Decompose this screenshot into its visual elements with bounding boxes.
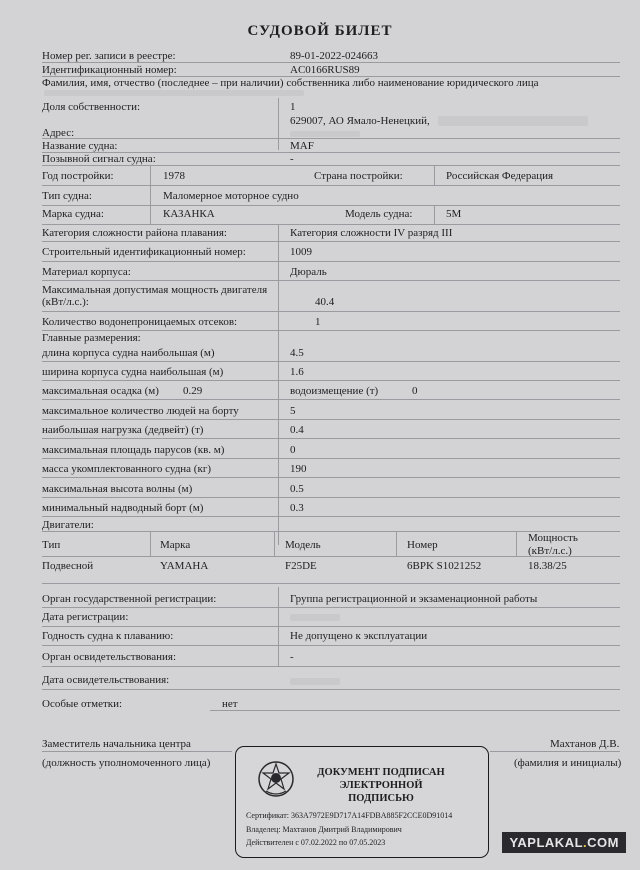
build-id-label: Строительный идентификационный номер: bbox=[42, 246, 246, 258]
area-category-label: Категория сложности района плавания: bbox=[42, 227, 227, 239]
watermark-dot: . bbox=[583, 835, 588, 850]
redacted-address bbox=[438, 116, 588, 126]
share-value: 1 bbox=[290, 101, 296, 113]
displacement-value: 0 bbox=[412, 385, 418, 397]
divider bbox=[42, 165, 620, 166]
column-divider bbox=[278, 587, 279, 667]
seaworthiness-value: Не допущено к эксплуатации bbox=[290, 630, 428, 642]
width-label: ширина корпуса судна наибольшая (м) bbox=[42, 366, 224, 378]
divider bbox=[42, 399, 620, 400]
divider bbox=[42, 458, 620, 459]
compartments-value: 1 bbox=[315, 316, 321, 328]
stamp-title-line2: ЭЛЕКТРОННОЙ ПОДПИСЬЮ bbox=[339, 780, 423, 804]
notes-value: нет bbox=[222, 698, 238, 710]
build-country-value: Российская Федерация bbox=[446, 170, 554, 182]
survey-body-label: Орган освидетельствования: bbox=[42, 651, 177, 663]
survey-body-value: - bbox=[290, 651, 294, 663]
divider bbox=[42, 438, 620, 439]
divider bbox=[42, 261, 620, 262]
ship-type-label: Тип судна: bbox=[42, 190, 92, 202]
engine-power: 18.38/25 bbox=[528, 560, 567, 572]
mass-label: масса укомплектованного судна (кг) bbox=[42, 463, 211, 475]
divider bbox=[42, 556, 620, 557]
max-load-value: 0.4 bbox=[290, 424, 304, 436]
address-label: Адрес: bbox=[42, 127, 75, 139]
freeboard-label: минимальный надводный борт (м) bbox=[42, 502, 204, 514]
build-year-label: Год постройки: bbox=[42, 170, 114, 182]
engine-type: Подвесной bbox=[42, 560, 94, 572]
divider bbox=[42, 516, 620, 517]
watermark-left: YAPLAKAL bbox=[509, 835, 584, 850]
sail-area-label: максимальная площадь парусов (кв. м) bbox=[42, 444, 225, 456]
stamp-certificate: Сертификат: 363A7972E9D717A14FDBA885F2CCE0D91014 bbox=[246, 811, 453, 820]
divider bbox=[490, 751, 620, 752]
stamp-title bbox=[306, 766, 456, 805]
hull-material-value: Дюраль bbox=[290, 266, 327, 278]
call-sign-label: Позывной сигнал судна: bbox=[42, 153, 156, 165]
stamp-validity: Действителен с 07.02.2022 по 07.05.2023 bbox=[246, 838, 386, 847]
id-number-value: AC0166RUS89 bbox=[290, 64, 360, 76]
divider bbox=[42, 205, 620, 206]
engine-header-power: Мощность bbox=[528, 532, 578, 544]
length-label: длина корпуса судна наибольшая (м) bbox=[42, 347, 215, 359]
engine-number: 6BPK S1021252 bbox=[407, 560, 482, 572]
wave-label: максимальная высота волны (м) bbox=[42, 483, 193, 495]
divider bbox=[434, 206, 435, 224]
redacted-survey-date bbox=[290, 678, 340, 685]
divider bbox=[42, 62, 620, 63]
divider bbox=[42, 645, 620, 646]
document-title: СУДОВОЙ БИЛЕТ bbox=[247, 23, 393, 39]
ship-type-value: Маломерное моторное судно bbox=[163, 190, 299, 202]
divider bbox=[150, 166, 151, 185]
divider bbox=[42, 751, 232, 752]
seaworthiness-label: Годность судна к плаванию: bbox=[42, 630, 174, 642]
engine-header-power-units: (кВт/л.с.) bbox=[528, 545, 572, 557]
brand-label: Марка судна: bbox=[42, 208, 104, 220]
divider bbox=[516, 532, 517, 556]
emchs-emblem-icon bbox=[256, 759, 296, 799]
survey-date-label: Дата освидетельствования: bbox=[42, 674, 170, 686]
reg-number-label: Номер рег. записи в реестре: bbox=[42, 50, 176, 62]
engine-header-type: Тип bbox=[42, 539, 61, 551]
divider bbox=[42, 361, 620, 362]
divider bbox=[150, 186, 151, 205]
engine-brand: YAMAHA bbox=[160, 560, 209, 572]
address-value: 629007, АО Ямало-Ненецкий, bbox=[290, 115, 430, 127]
owner-label: Фамилия, имя, отчество (последнее – при наличии) собственника либо наименование юридического лица bbox=[42, 77, 539, 89]
divider bbox=[42, 419, 620, 420]
divider bbox=[210, 710, 620, 711]
divider bbox=[42, 607, 620, 608]
engine-header-brand: Марка bbox=[160, 539, 191, 551]
divider bbox=[42, 330, 620, 331]
share-label: Доля собственности: bbox=[42, 101, 141, 113]
divider bbox=[42, 626, 620, 627]
ship-name-value: MAF bbox=[290, 140, 314, 152]
model-label: Модель судна: bbox=[345, 208, 413, 220]
mass-value: 190 bbox=[290, 463, 307, 475]
max-power-label-2: (кВт/л.с.): bbox=[42, 296, 89, 308]
model-value: 5М bbox=[446, 208, 462, 220]
id-number-label: Идентификационный номер: bbox=[42, 64, 177, 76]
redacted-reg-date bbox=[290, 614, 340, 621]
divider bbox=[42, 185, 620, 186]
call-sign-value: - bbox=[290, 153, 294, 165]
divider bbox=[434, 166, 435, 185]
wave-value: 0.5 bbox=[290, 483, 304, 495]
divider bbox=[42, 477, 620, 478]
notes-label: Особые отметки: bbox=[42, 698, 123, 710]
engine-model: F25DE bbox=[285, 560, 317, 572]
divider bbox=[42, 241, 620, 242]
engine-header-number: Номер bbox=[407, 539, 438, 551]
reg-number-value: 89-01-2022-024663 bbox=[290, 50, 378, 62]
engines-label: Двигатели: bbox=[42, 519, 94, 531]
divider bbox=[150, 206, 151, 224]
build-id-value: 1009 bbox=[290, 246, 312, 258]
divider bbox=[278, 98, 279, 150]
stamp-title-line1: ДОКУМЕНТ ПОДПИСАН bbox=[317, 767, 445, 778]
signer-name-caption: (фамилия и инициалы) bbox=[514, 757, 622, 769]
divider bbox=[274, 532, 275, 556]
divider bbox=[150, 532, 151, 556]
signer-position: Заместитель начальника центра bbox=[42, 738, 191, 750]
length-value: 4.5 bbox=[290, 347, 304, 359]
watermark-right: COM bbox=[587, 835, 619, 850]
divider bbox=[42, 689, 620, 690]
draft-label: максимальная осадка (м) bbox=[42, 385, 159, 397]
signer-name: Махтанов Д.В. bbox=[550, 738, 620, 750]
area-category-value: Категория сложности IV разряд III bbox=[290, 227, 453, 239]
draft-value: 0.29 bbox=[183, 385, 203, 397]
reg-authority-label: Орган государственной регистрации: bbox=[42, 593, 217, 605]
divider bbox=[42, 138, 620, 139]
brand-value: КАЗАНКА bbox=[163, 208, 215, 220]
electronic-signature-stamp bbox=[235, 746, 489, 858]
divider bbox=[42, 311, 620, 312]
divider bbox=[42, 280, 620, 281]
reg-date-label: Дата регистрации: bbox=[42, 611, 129, 623]
redacted-address-2 bbox=[290, 131, 360, 137]
compartments-label: Количество водонепроницаемых отсеков: bbox=[42, 316, 238, 328]
divider bbox=[42, 583, 620, 584]
divider bbox=[42, 380, 620, 381]
displacement-label: водоизмещение (т) bbox=[290, 385, 379, 397]
sail-area-value: 0 bbox=[290, 444, 296, 456]
max-people-value: 5 bbox=[290, 405, 296, 417]
redacted-owner bbox=[44, 90, 304, 96]
max-load-label: наибольшая нагрузка (дедвейт) (т) bbox=[42, 424, 204, 436]
freeboard-value: 0.3 bbox=[290, 502, 304, 514]
build-year-value: 1978 bbox=[163, 170, 185, 182]
width-value: 1.6 bbox=[290, 366, 304, 378]
hull-material-label: Материал корпуса: bbox=[42, 266, 131, 278]
max-people-label: максимальное количество людей на борту bbox=[42, 405, 239, 417]
engine-header-model: Модель bbox=[285, 539, 321, 551]
dimensions-label: Главные размерения: bbox=[42, 332, 141, 344]
reg-authority-value: Группа регистрационной и экзаменационной работы bbox=[290, 593, 538, 605]
stamp-owner: Владелец: Махтанов Дмитрий Владимирович bbox=[246, 825, 402, 834]
build-country-label: Страна постройки: bbox=[314, 170, 403, 182]
divider bbox=[42, 224, 620, 225]
yaplakal-watermark bbox=[502, 832, 626, 853]
max-power-label-1: Максимальная допустимая мощность двигателя bbox=[42, 284, 268, 296]
signer-position-caption: (должность уполномоченного лица) bbox=[42, 757, 211, 769]
divider bbox=[42, 666, 620, 667]
ship-name-label: Название судна: bbox=[42, 140, 118, 152]
max-power-value: 40.4 bbox=[315, 296, 335, 308]
divider bbox=[42, 497, 620, 498]
divider bbox=[396, 532, 397, 556]
